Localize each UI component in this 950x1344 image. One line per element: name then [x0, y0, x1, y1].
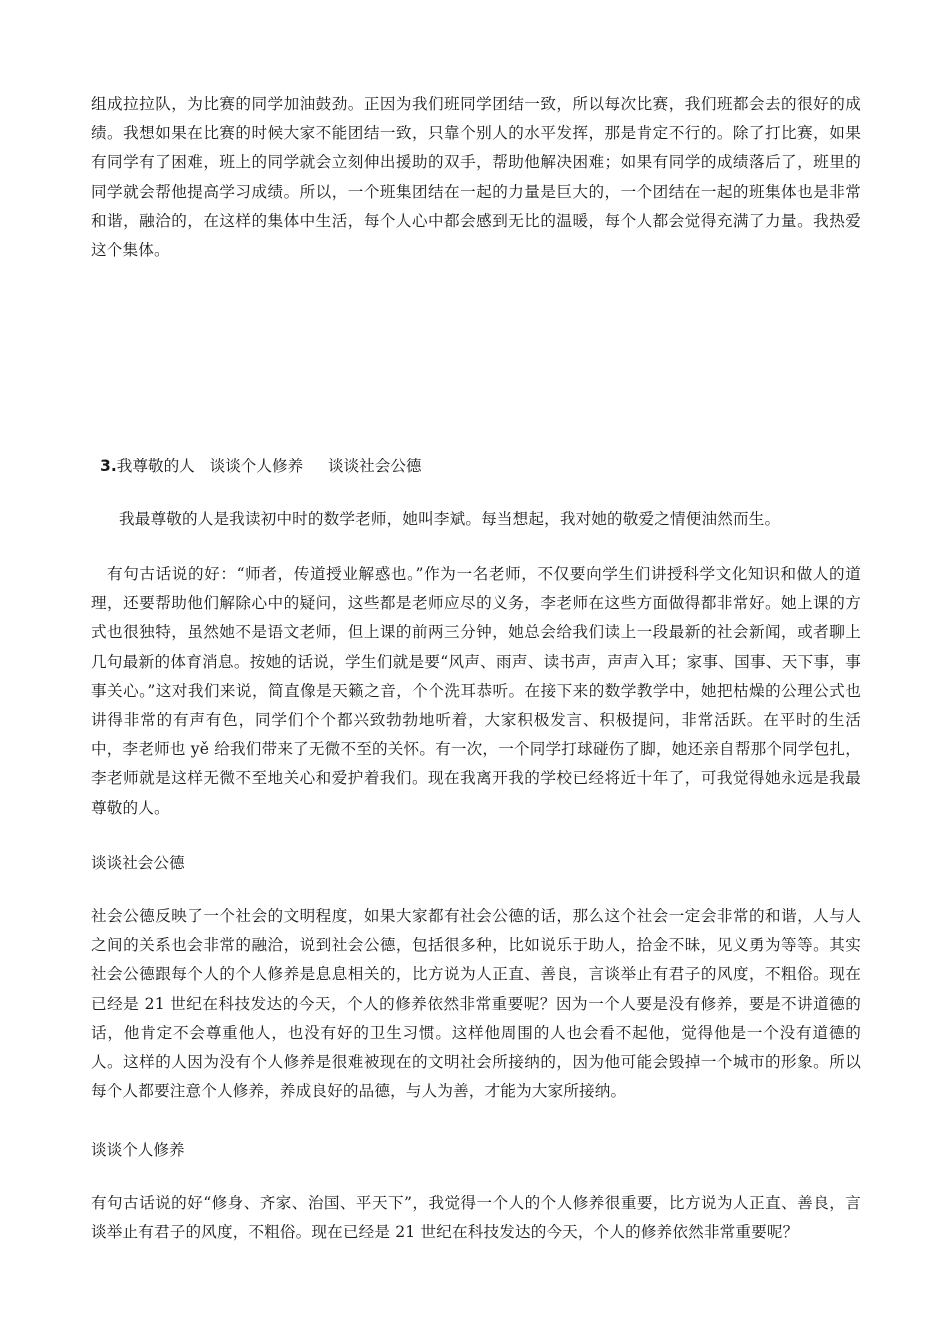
paragraph-personal-cultivation: 有句古话说的好“修身、齐家、治国、平天下”，我觉得一个人的个人修养很重要，比方说为人正直、善良，言谈举止有君子的风度，不粗俗。现在已经是 21 世纪在科技发达的今天，个人的修养依然非常重要呢？ — [91, 1194, 861, 1242]
paragraph-social-morality: 社会公德反映了一个社会的文明程度，如果大家都有社会公德的话，那么这个社会一定会非常的和谐，人与人之间的关系也会非常的融洽，说到社会公德，包括很多种，比如说乐于助人，拾金不昧，见义勇为等等。其实社会公德跟每个人的个人修养是息息相关的，比方说为人正直、善良，言谈举止有君子的风度，不粗俗。现在已经是 21 世纪在科技发达的今天，个人的修养依然非常重要呢？因为一个人要是没有修养，要是不讲道德的话，他肯定不会尊重他人，也没有好的卫生习惯。这样他周围的人也会看不起他，觉得他是一个没有道德的人。这样的人因为没有个人修养是很难被现在的文明社会所接纳的，因为他可能会毁掉一个城市的形象。所以每个人都要注意个人修养，养成良好的品德，与人为善，才能为大家所接纳。 — [91, 907, 861, 1101]
subheading-personal-cultivation: 谈谈个人修养 — [91, 1141, 185, 1159]
paragraph-math-teacher: 有句古话说的好：“师者，传道授业解惑也。”作为一名老师，不仅要向学生们讲授科学文化知识和做人的道理，还要帮助他们解除心中的疑问，这些都是老师应尽的义务，李老师在这些方面做得都非常好。她上课的方式也很独特，虽然她不是语文老师，但上课的前两三分钟，她总会给我们读上一段最新的社会新闻，或者聊上几句最新的体育消息。按她的话说，学生们就是要“风声、雨声、读书声，声声入耳；家事、国事、天下事，事事关心。”这对我们来说，简直像是天籁之音，个个洗耳恭听。在接下来的数学教学中，她把枯燥的公理公式也讲得非常的有声有色，同学们个个都兴致勃勃地听着，大家积极发言、积极提问，非常活跃。在平时的生活中，李老师也 yě 给我们带来了无微不至的关怀。有一次，一个同学打球碰伤了脚，她还亲自帮那个同学包扎，李老师就是这样无微不至地关心和爱护着我们。现在我离开我的学校已经将近十年了，可我觉得她永远是我最尊敬的人。 — [91, 565, 861, 817]
subheading-social-morality: 谈谈社会公德 — [91, 854, 185, 872]
paragraph-respected-person-intro: 我最尊敬的人是我读初中时的数学老师，她叫李斌。每当想起，我对她的敬爱之情便油然而生。 — [119, 510, 781, 528]
section-number: 3. — [100, 457, 117, 475]
section-heading-3 — [100, 452, 422, 481]
section-title: 我尊敬的人 谈谈个人修养 谈谈社会公德 — [116, 457, 422, 475]
paragraph-class-unity: 组成拉拉队，为比赛的同学加油鼓劲。正因为我们班同学团结一致，所以每次比赛，我们班都会去的很好的成绩。我想如果在比赛的时候大家不能团结一致，只靠个别人的水平发挥，那是肯定不行的。除了打比赛，如果有同学有了困难，班上的同学就会立刻伸出援助的双手，帮助他解决困难；如果有同学的成绩落后了，班里的同学就会帮他提高学习成绩。所以，一个班集团结在一起的力量是巨大的，一个团结在一起的班集体也是非常和谐，融洽的，在这样的集体中生活，每个人心中都会感到无比的温暖，每个人都会觉得充满了力量。我热爱这个集体。 — [91, 95, 861, 260]
